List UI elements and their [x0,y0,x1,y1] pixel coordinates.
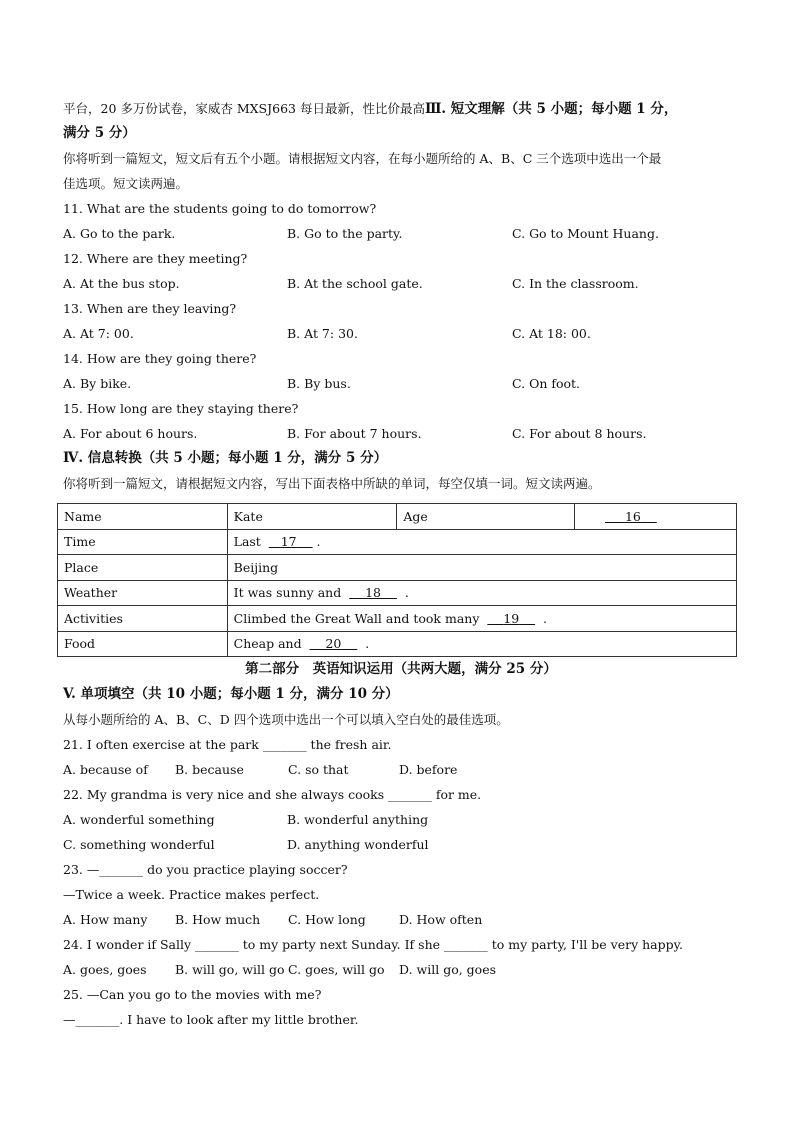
blank-17[interactable]: 17 [280,534,297,550]
section3-title: Ⅲ. 短文理解（共 5 小题；每小题 1 分， [424,101,678,117]
table-row [58,504,737,530]
activities-value: Climbed the Great Wall and took many 19 . [227,606,736,632]
options-23 [63,907,739,932]
question-12: 12. Where are they meeting? [63,251,248,266]
section5-title: V. 单项填空（共 10 小题；每小题 1 分，满分 10 分） [63,686,399,702]
options-14 [63,371,739,396]
place-value: Beijing [227,555,736,581]
option-c: C. something wonderful [63,837,215,852]
options-22-row2 [63,832,739,857]
blank-18[interactable]: 18 [365,585,381,601]
section4-instruction: 你将听到一篇短文，请根据短文内容，写出下面表格中所缺的单词，每空仅填一词。短文读两遍。 [63,476,601,491]
option-a: A. By bike. [63,376,132,391]
option-b: B. At the school gate. [287,276,423,291]
blank-20[interactable]: 20 [325,636,342,652]
header-line [63,96,739,121]
name-value: Kate [227,504,397,530]
section4-title: Ⅳ. 信息转换（共 5 小题；每小题 1 分，满分 5 分） [63,450,388,466]
options-22-row1 [63,807,739,832]
question-14: 14. How are they going there? [63,351,257,366]
age-label: Age [397,504,575,530]
name-label: Name [58,504,228,530]
options-11 [63,221,739,246]
question-11: 11. What are the students going to do tomorrow? [63,201,377,216]
option-b: B. How much [175,912,261,927]
section3-title-cont: 满分 5 分） [63,125,136,141]
option-d: D. will go, goes [399,962,497,977]
section3-instruction-1: 你将听到一篇短文，短文后有五个小题。请根据短文内容，在每小题所给的 A、B、C 三个选项中选出一个最 [63,151,662,166]
table-row [58,555,737,581]
food-label: Food [58,631,228,657]
place-label: Place [58,555,228,581]
weather-label: Weather [58,580,228,606]
option-a: A. For about 6 hours. [63,426,198,441]
option-b: B. because [175,762,244,777]
option-a: A. How many [63,912,148,927]
option-c: C. On foot. [512,376,581,391]
option-d: D. before [399,762,458,777]
option-b: B. will go, will go [175,962,285,977]
time-value: Last 17 . [227,529,736,555]
activities-label: Activities [58,606,228,632]
exam-page [63,96,739,496]
time-label: Time [58,529,228,555]
option-a: A. wonderful something [63,812,215,827]
option-a: A. Go to the park. [63,226,176,241]
option-d: D. How often [399,912,483,927]
option-c: C. goes, will go [288,962,385,977]
option-d: D. anything wonderful [287,837,429,852]
part2-title: 第二部分 英语知识运用（共两大题，满分 25 分） [245,661,557,677]
table-row [58,631,737,657]
table-row [58,529,737,555]
question-23: 23. —_______ do you practice playing soccer? [63,862,348,877]
option-c: C. so that [288,762,349,777]
section3-instruction-2: 佳选项。短文读两遍。 [63,176,189,191]
exam-page-lower [63,657,739,1032]
options-15 [63,421,739,446]
question-25-reply: —_______. I have to look after my little brother. [63,1012,359,1027]
weather-value: It was sunny and 18 . [227,580,736,606]
table-row [58,580,737,606]
options-12 [63,271,739,296]
option-c: C. How long [288,912,366,927]
options-13 [63,321,739,346]
options-24 [63,957,739,982]
option-a: A. At 7: 00. [63,326,134,341]
question-21: 21. I often exercise at the park _______ the fresh air. [63,737,392,752]
options-21 [63,757,739,782]
section5-instruction: 从每小题所给的 A、B、C、D 四个选项中选出一个可以填入空白处的最佳选项。 [63,712,509,727]
option-c: C. Go to Mount Huang. [512,226,659,241]
question-24: 24. I wonder if Sally _______ to my party next Sunday. If she _______ to my party, I'll be very happy. [63,937,683,952]
question-13: 13. When are they leaving? [63,301,237,316]
option-c: C. For about 8 hours. [512,426,647,441]
info-table [57,503,737,657]
option-b: B. By bus. [287,376,351,391]
food-value: Cheap and 20 . [227,631,736,657]
option-a: A. because of [63,762,148,777]
option-b: B. wonderful anything [287,812,429,827]
option-b: B. For about 7 hours. [287,426,422,441]
age-value [575,504,737,530]
option-c: C. At 18: 00. [512,326,591,341]
option-c: C. In the classroom. [512,276,639,291]
blank-19[interactable]: 19 [503,610,520,626]
question-23-reply: —Twice a week. Practice makes perfect. [63,887,320,902]
header-prefix: 平台，20 多万份试卷，家威杏 MXSJ663 每日最新，性比价最高 [63,101,425,116]
question-15: 15. How long are they staying there? [63,401,299,416]
question-25: 25. —Can you go to the movies with me? [63,987,322,1002]
option-b: B. At 7: 30. [287,326,358,341]
question-22: 22. My grandma is very nice and she always cooks _______ for me. [63,787,482,802]
option-a: A. At the bus stop. [63,276,180,291]
option-a: A. goes, goes [63,962,147,977]
option-b: B. Go to the party. [287,226,403,241]
blank-16[interactable]: 16 [624,508,641,524]
table-row [58,606,737,632]
